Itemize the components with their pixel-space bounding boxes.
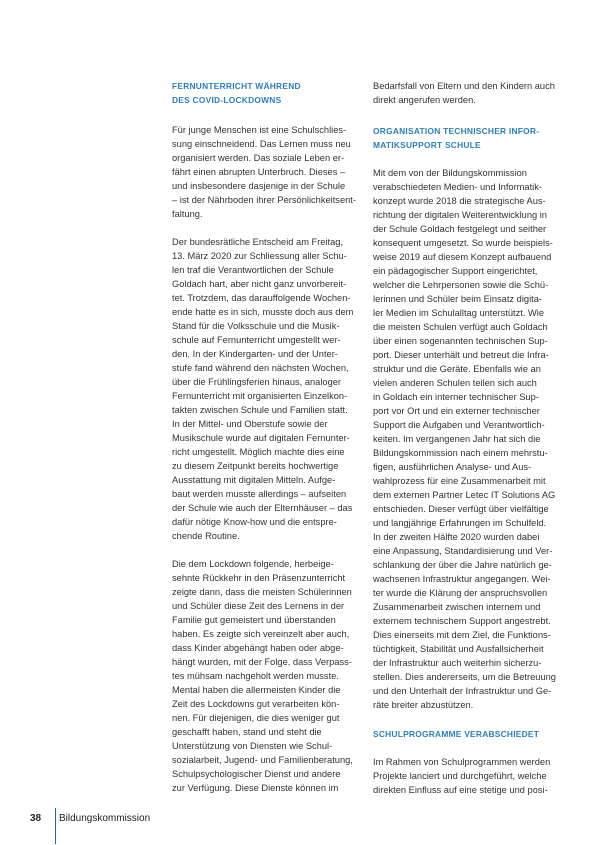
heading-line: DES COVID-LOCKDOWNS (172, 95, 282, 105)
text-line: 13. März 2020 zur Schliessung aller Schu- (172, 251, 347, 261)
text-line: Der bundesrätliche Entscheid am Freitag, (172, 237, 344, 247)
text-line: organisiert werden. Das soziale Leben er- (172, 153, 345, 163)
text-line: Projekte lanciert und durchgeführt, welche (373, 771, 547, 781)
text-line: vielen anderen Schulen teilen sich auch (373, 378, 537, 388)
text-line: der Schule Goldach festgelegt und seither (373, 224, 547, 234)
text-line: Die dem Lockdown folgende, herbeige- (172, 559, 334, 569)
text-line: der Infrastruktur auch weiterhin sicherzu- (373, 658, 542, 668)
heading-line: SCHULPROGRAMME VERABSCHIEDET (373, 729, 540, 739)
text-line: und den Unterhalt der Infrastruktur und Ge- (373, 686, 552, 696)
text-line: Für junge Menschen ist eine Schulschlies- (172, 125, 347, 135)
text-line: und Schüler diese Zeit des Lernens in der (172, 601, 345, 611)
text-line: entschieden. Dieser verfügt über vielfältige (373, 504, 549, 514)
text-line: konzept wurde 2018 die strategische Aus- (373, 196, 546, 206)
text-line: Unterstützung von Diensten wie Schul- (172, 741, 333, 751)
text-line: Mit dem von der Bildungskommission (373, 168, 527, 178)
text-line: tet. Trotzdem, das darauffolgende Wochen- (172, 293, 351, 303)
text-line: externem technischem Support angestrebt. (373, 616, 551, 626)
text-line: tes mühsam nachgeholt werden musste. (172, 671, 339, 681)
text-line: Ausstattung mit digitalen Mitteln. Aufge- (172, 475, 336, 485)
text-line: eine Anpassung, Standardisierung und Ver- (373, 546, 553, 556)
text-line: Bedarfsfall von Eltern und den Kindern auch (373, 81, 555, 91)
text-line: direkten Einfluss auf eine stetige und posi- (373, 785, 548, 795)
text-line: direkt angerufen werden. (373, 95, 476, 105)
text-line: über einen sogenannten technischen Sup- (373, 336, 548, 346)
text-line: schule auf Fernunterricht umgestellt wer- (172, 335, 341, 345)
footer-section-label: Bildungskommission (59, 813, 151, 824)
text-line: len traf die Verantwortlichen der Schule (172, 265, 334, 275)
text-line: verabschiedeten Medien- und Informatik- (373, 182, 542, 192)
text-line: lerinnen und Schüler beim Einsatz digita- (373, 294, 542, 304)
text-line: in Goldach ein interner technischer Sup- (373, 392, 539, 402)
text-line: nen. Für diejenigen, die dies weniger gut (172, 713, 340, 723)
text-line: In der Mittel- und Oberstufe sowie der (172, 419, 328, 429)
text-line: und langjährige Erfahrungen im Schulfeld. (373, 518, 547, 528)
text-line: wahlprozess für eine Zusammenarbeit mit (373, 476, 546, 486)
text-line: zeigte dann, dass die meisten Schülerinnen (172, 587, 352, 597)
text-line: fährt einen abrupten Unterbruch. Dieses – (172, 167, 346, 177)
text-line: geschafft haben, stand und steht die (172, 727, 322, 737)
text-line: zur Verfügung. Diese Dienste können im (172, 783, 339, 793)
text-line: Stand für die Volksschule und die Musik- (172, 321, 340, 331)
text-line: – ist der Nährboden ihrer Persönlichkeitsent- (172, 195, 356, 205)
page-number: 38 (30, 813, 42, 824)
text-line: stufe fand während den nächsten Wochen, (172, 363, 349, 373)
text-line: haben. Es zeigte sich vereinzelt aber auch, (172, 629, 350, 639)
heading-line: FERNUNTERRICHT WÄHREND (172, 81, 301, 91)
text-line: port vor Ort und ein externer technischer (373, 406, 540, 416)
text-line: takten zwischen Schule und Familien statt. (172, 405, 348, 415)
text-line: Goldach hart, aber nicht ganz unvorbereit- (172, 279, 347, 289)
text-line: Bildungskommission nach einem mehrstu- (373, 448, 548, 458)
text-line: ler Medien im Schulalltag unterstützt. Wie (373, 308, 545, 318)
text-line: stellen. Dies andererseits, um die Betreuung (373, 672, 556, 682)
text-line: konsequent umgesetzt. So wurde beispiels- (373, 238, 553, 248)
text-line: faltung. (172, 209, 203, 219)
text-line: Zusammenarbeit zwischen internem und (373, 602, 541, 612)
footer-divider (55, 808, 56, 844)
text-line: In der zweiten Hälfte 2020 wurden dabei (373, 532, 540, 542)
text-line: über die Frühlingsferien hinaus, analoger (172, 377, 342, 387)
text-line: Schulpsychologischer Dienst und andere (172, 769, 341, 779)
text-line: ende hatte es in sich, musste doch aus dem (172, 307, 354, 317)
text-line: der Schule wie auch der Elternhäuser – das (172, 503, 353, 513)
text-line: dafür nötige Know-how und die entspre- (172, 517, 337, 527)
text-line: sung einschneidend. Das Lernen muss neu (172, 139, 351, 149)
text-line: Familie gut gemeistert und überstanden (172, 615, 336, 625)
text-line: Mental haben die allermeisten Kinder die (172, 685, 341, 695)
text-line: tüchtigkeit, Stabilität und Ausfallsicherheit (373, 644, 544, 654)
text-line: Fernunterricht mit organisierten Einzelkon- (172, 391, 348, 401)
text-line: sozialarbeit, Jugend- und Familienberatung, (172, 755, 353, 765)
text-line: Support die Aufgaben und Verantwortlich- (373, 420, 545, 430)
text-line: hängt wurden, mit der Folge, dass Verpass- (172, 657, 352, 667)
text-line: figen, ausführlichen Analyse- und Aus- (373, 462, 532, 472)
text-line: wachsenen Infrastruktur angegangen. Wei- (373, 574, 551, 584)
text-line: die meisten Schulen verfügt auch Goldach (373, 322, 548, 332)
text-line: welcher die Lehrpersonen sowie die Schü- (373, 280, 549, 290)
text-line: schlankung der über die Jahre natürlich ge- (373, 560, 552, 570)
text-line: Musikschule wurde auf digitalen Fernunter- (172, 433, 350, 443)
text-line: keiten. Im vergangenen Jahr hat sich die (373, 434, 541, 444)
text-line: ter wurde die Klärung der anspruchsvollen (373, 588, 548, 598)
text-line: baut werden musste allerdings – aufseiten (172, 489, 347, 499)
text-line: Zeit des Lockdowns gut verarbeiten kön- (172, 699, 340, 709)
text-line: weise 2019 auf diesem Konzept aufbauend (373, 252, 552, 262)
text-line: port. Dieser unterhält und betreut die Infra- (373, 350, 549, 360)
text-line: richt umgestellt. Möglich machte dies eine (172, 447, 345, 457)
heading-line: MATIKSUPPORT SCHULE (373, 140, 481, 150)
text-line: chende Routine. (172, 531, 240, 541)
text-line: dass Kinder abgehängt haben oder abge- (172, 643, 344, 653)
text-line: Im Rahmen von Schulprogrammen werden (373, 757, 551, 767)
text-line: sehnte Rückkehr in den Präsenzunterricht (172, 573, 346, 583)
text-line: dem externen Partner Letec IT Solutions AG (373, 490, 556, 500)
text-line: zu diesem Zeitpunkt bereits hochwertige (172, 461, 339, 471)
text-line: und insbesondere dasjenige in der Schule (172, 181, 346, 191)
text-line: richtung der digitalen Weiterentwicklung in (373, 210, 547, 220)
text-line: Dies einerseits mit dem Ziel, die Funktions- (373, 630, 551, 640)
text-line: den. In der Kindergarten- und der Unter- (172, 349, 338, 359)
text-line: ein pädagogischer Support eingerichtet, (373, 266, 538, 276)
text-line: räte breiter abzustützen. (373, 700, 474, 710)
text-line: struktur und die Geräte. Ebenfalls wie an (373, 364, 541, 374)
heading-line: ORGANISATION TECHNISCHER INFOR- (373, 126, 540, 136)
